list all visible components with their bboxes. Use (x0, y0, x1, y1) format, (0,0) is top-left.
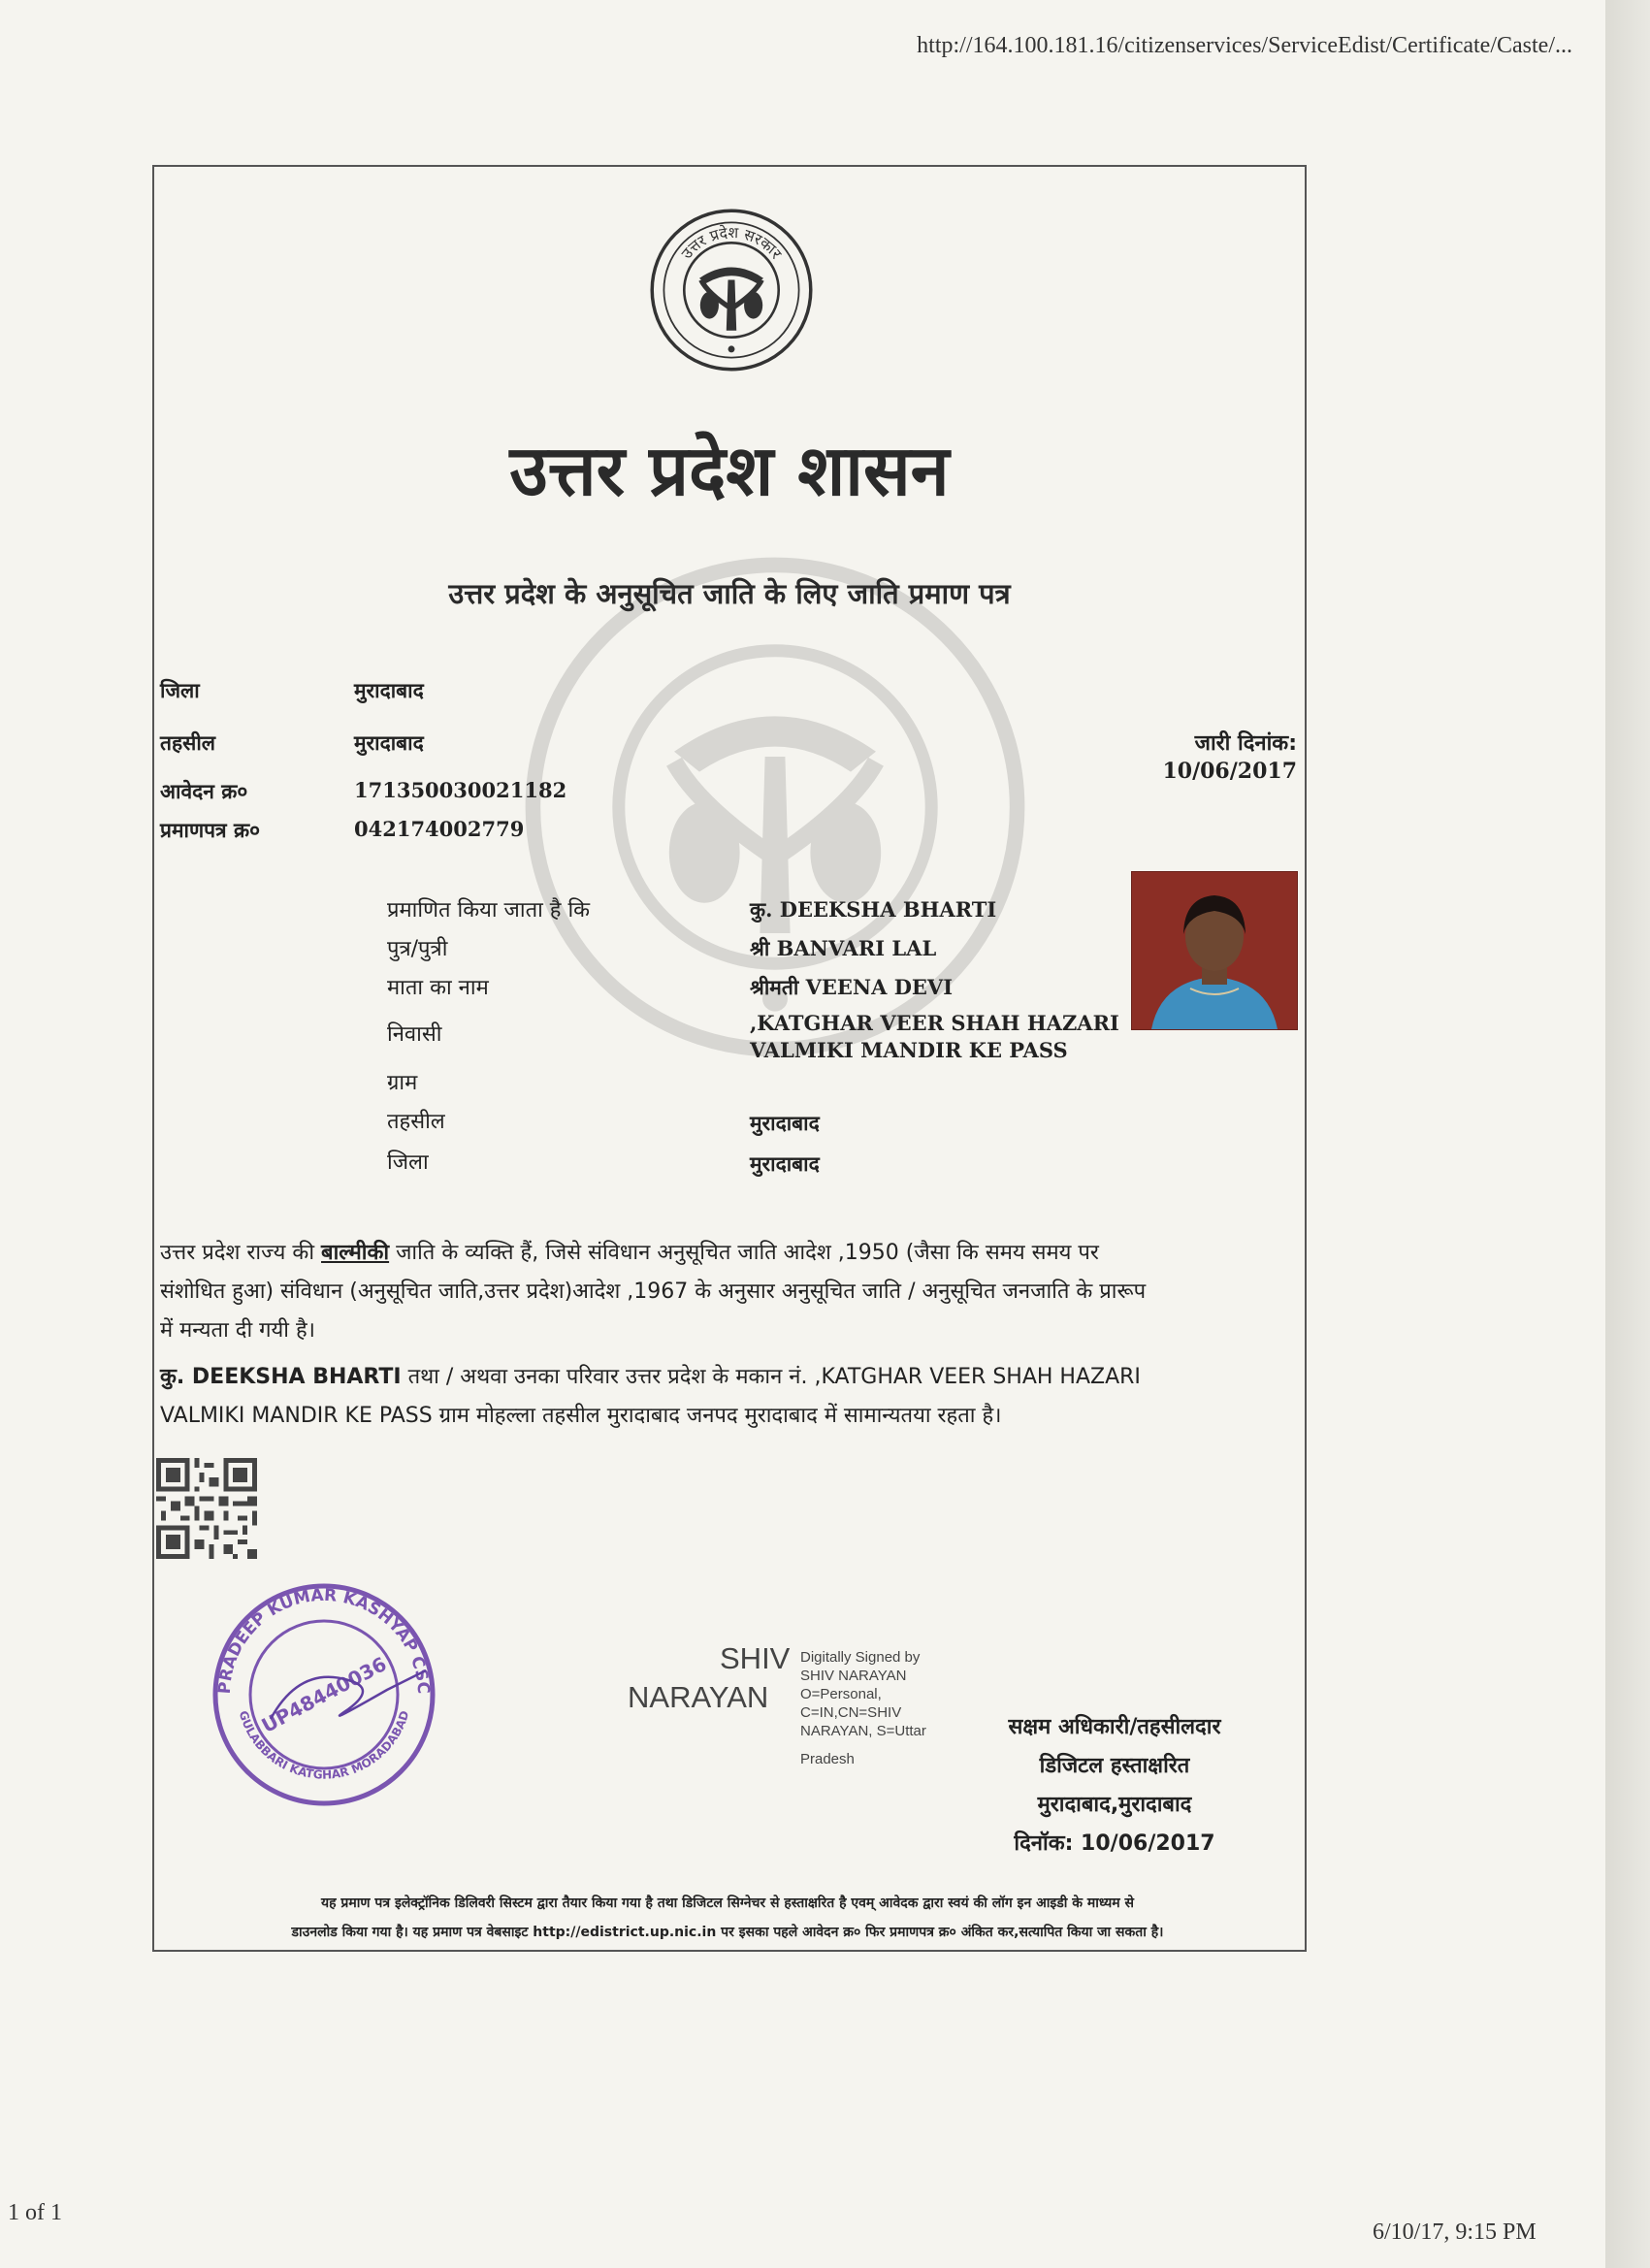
authority-designation: सक्षम अधिकारी/तहसीलदार (1008, 1715, 1221, 1739)
district-value: मुरादाबाद (354, 679, 424, 702)
paper-edge (1605, 0, 1650, 2268)
certificate-frame (152, 165, 1307, 1952)
applicant-photo (1131, 871, 1298, 1030)
mother-name: श्रीमती VEENA DEVI (750, 975, 954, 999)
csc-rubber-stamp (203, 1573, 445, 1816)
print-header-url: http://164.100.181.16/citizenservices/ServiceEdist/Certificate/Caste/... (917, 33, 1572, 58)
certified-label: प्रमाणित किया जाता है कि (387, 898, 591, 923)
up-government-emblem (647, 206, 816, 374)
certificate-subtitle: उत्तर प्रदेश के अनुसूचित जाति के लिए जाति प्रमाण पत्र (448, 577, 1011, 610)
caste-statement-pre: उत्तर प्रदेश राज्य की (160, 1241, 322, 1265)
signature-meta-line: Pradesh (800, 1751, 855, 1767)
residence-statement-line2: VALMIKI MANDIR KE PASS ग्राम मोहल्ला तहसील मुरादाबाद जनपद मुरादाबाद में सामान्यतया रहता है। (160, 1404, 1002, 1428)
signature-meta-line: Digitally Signed by (800, 1649, 921, 1666)
application-number-label: आवेदन क्र० (160, 780, 248, 803)
issue-date-value: 10/06/2017 (1162, 759, 1297, 784)
certificate-number-value: 042174002779 (354, 817, 525, 841)
certificate-number-label: प्रमाणपत्र क्र० (160, 819, 261, 842)
application-number-value: 171350030021182 (354, 778, 567, 802)
district-label: जिला (160, 679, 200, 702)
stamp-bottom-text: GULABBARI KATGHAR MORADABAD (236, 1708, 412, 1782)
resident-address-line1: ,KATGHAR VEER SHAH HAZARI (750, 1011, 1119, 1035)
caste-statement-paragraph (160, 1234, 1285, 1350)
tehsil-value: मुरादाबाद (354, 731, 424, 755)
stamp-center-text: UP48440036 (257, 1652, 391, 1737)
government-title: उत्तर प्रदेश शासन (509, 430, 950, 511)
residence-statement-line1 (160, 1358, 1285, 1397)
caste-statement-line3: में मन्यता दी गयी है। (160, 1318, 316, 1343)
authority-location: मुरादाबाद,मुरादाबाद (1037, 1793, 1192, 1817)
details-tehsil-label: तहसील (387, 1110, 445, 1134)
residence-statement-text: तथा / अथवा उनका परिवार उत्तर प्रदेश के मकान नं. ,KATGHAR VEER SHAH HAZARI (401, 1365, 1141, 1389)
signature-meta-line: O=Personal, (800, 1686, 882, 1702)
footer-note-line2: डाउनलोड किया गया है। यह प्रमाण पत्र वेबसाइट http://edistrict.up.nic.in पर इसका पहले आवेदन क्र० फिर प्रमाणपत्र क्र० अंकित कर,सत्यापित किया जा सकता है। (291, 1925, 1164, 1940)
caste-name: बाल्मीकी (321, 1241, 390, 1265)
residence-statement-paragraph (160, 1358, 1285, 1436)
father-name: श्री BANVARI LAL (750, 936, 937, 960)
certificate-footer-note (160, 1889, 1295, 1947)
resident-label: निवासी (387, 1022, 442, 1047)
signature-meta-line: SHIV NARAYAN (800, 1668, 907, 1684)
caste-statement-post: जाति के व्यक्ति हैं, जिसे संविधान अनुसूचित जाति आदेश ,1950 (जैसा कि समय समय पर (389, 1241, 1099, 1265)
tehsil-label: तहसील (160, 731, 215, 755)
authority-digital-signed: डिजिटल हस्ताक्षरित (1039, 1754, 1190, 1778)
child-of-label: पुत्र/पुत्री (387, 937, 448, 961)
digital-signature-details (800, 1648, 994, 1768)
signer-name-line2: NARAYAN (628, 1680, 769, 1714)
mother-label: माता का नाम (387, 976, 489, 1000)
details-district-label: जिला (387, 1150, 429, 1175)
signer-name-line1: SHIV (720, 1641, 791, 1675)
print-page-indicator: 1 of 1 (8, 2200, 62, 2225)
village-label: ग्राम (387, 1071, 418, 1095)
issue-date-label: जारी दिनांक: (1194, 731, 1297, 756)
signature-meta-line: NARAYAN, S=Uttar (800, 1723, 926, 1739)
certified-name: कु. DEEKSHA BHARTI (750, 897, 997, 922)
details-district-value: मुरादाबाद (750, 1152, 820, 1176)
caste-statement-line1 (160, 1234, 1285, 1273)
signature-meta-line: C=IN,CN=SHIV (800, 1704, 902, 1721)
emblem-text: उत्तर प्रदेश सरकार (677, 222, 786, 263)
footer-note-line1: यह प्रमाण पत्र इलेक्ट्रॉनिक डिलिवरी सिस्टम द्वारा तैयार किया गया है तथा डिजिटल सिग्नेचर से हस्ताक्षरित है एवम् आवेदक द्वारा स्वयं की लॉग इन आइडी के माध्यम से (321, 1895, 1134, 1911)
authority-date: दिनॉक: 10/06/2017 (1014, 1831, 1215, 1856)
resident-address-line2: VALMIKI MANDIR KE PASS (750, 1038, 1068, 1062)
caste-statement-line2: संशोधित हुआ) संविधान (अनुसूचित जाति,उत्तर प्रदेश)आदेश ,1967 के अनुसार अनुसूचित जाति / अनुसूचित जनजाति के प्रारूप (160, 1280, 1147, 1304)
print-datetime: 6/10/17, 9:15 PM (1373, 2219, 1537, 2245)
details-tehsil-value: मुरादाबाद (750, 1112, 820, 1135)
stamp-outer-text: PRADEEP KUMAR KASHYAP CSC (214, 1585, 434, 1695)
residence-applicant-name: कु. DEEKSHA BHARTI (160, 1365, 402, 1389)
verification-qr-code (156, 1458, 257, 1559)
